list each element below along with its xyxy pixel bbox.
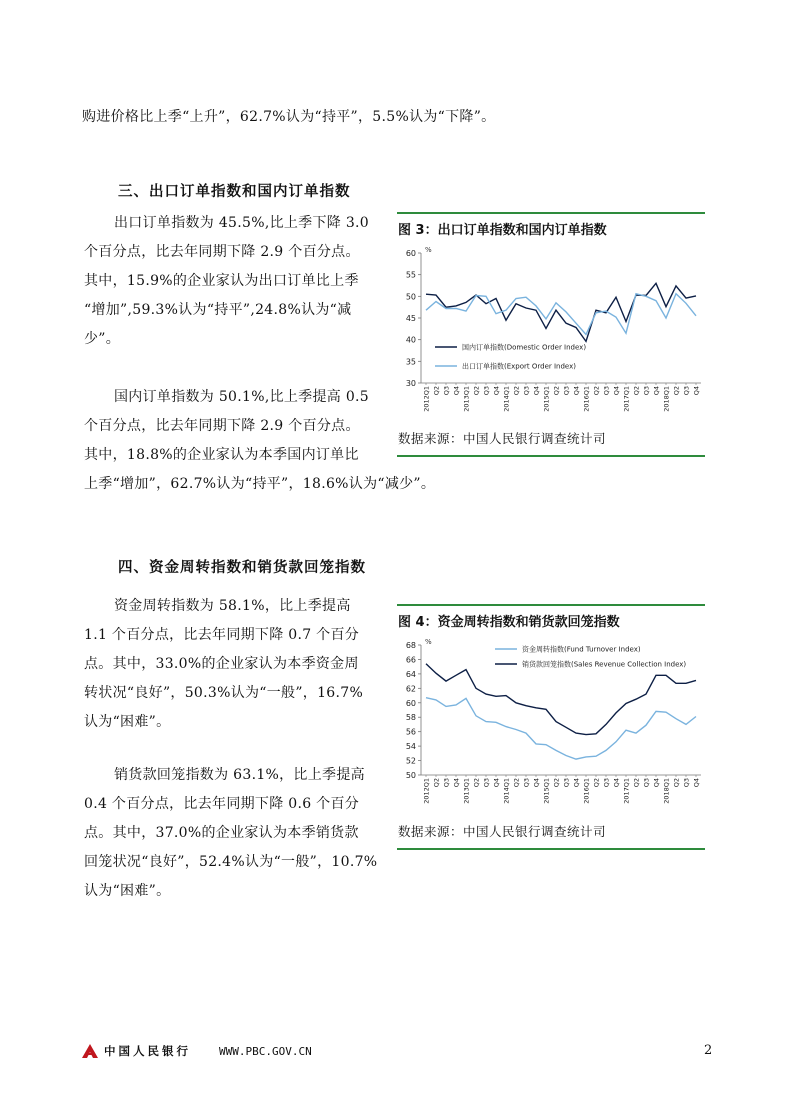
y-tick-label: 54 — [405, 742, 416, 752]
x-tick-label: Q2 — [512, 386, 521, 396]
section3-paragraph-1 — [84, 209, 384, 354]
y-tick-label: 62 — [405, 684, 416, 694]
x-tick-label: Q3 — [642, 386, 651, 396]
legend-label: 销货款回笼指数(Sales Revenue Collection Index) — [522, 660, 687, 669]
x-tick-label: Q2 — [592, 778, 601, 788]
x-tick-label: Q4 — [452, 386, 461, 396]
x-tick-label: Q2 — [472, 386, 481, 396]
x-tick-label: Q3 — [642, 778, 651, 788]
section4-heading: 四、资金周转指数和销货款回笼指数 — [118, 560, 366, 576]
y-tick-label: 60 — [405, 698, 416, 708]
text-line: 其中，18.8%的企业家认为本季国内订单比 — [84, 447, 359, 463]
text-line: 少”。 — [84, 331, 121, 347]
y-tick-label: 66 — [405, 655, 416, 665]
fig4-bottom-rule — [397, 848, 705, 850]
x-tick-label: Q4 — [572, 778, 581, 788]
fig4-source: 数据来源：中国人民银行调查统计司 — [398, 824, 607, 839]
x-tick-label: Q2 — [432, 778, 441, 788]
page-number: 2 — [704, 1043, 713, 1058]
x-tick-label: 2017Q1 — [622, 386, 631, 412]
y-unit-label: % — [425, 638, 432, 646]
text-line: 认为“困难”。 — [84, 883, 171, 899]
y-tick-label: 68 — [405, 641, 416, 650]
text-line: “增加”,59.3%认为“持平”,24.8%认为“减 — [84, 302, 352, 318]
x-tick-label: Q3 — [682, 386, 691, 396]
x-tick-label: Q3 — [522, 386, 531, 396]
x-tick-label: Q3 — [682, 778, 691, 788]
text-line: 其中，15.9%的企业家认为出口订单比上季 — [84, 273, 359, 289]
x-tick-label: 2015Q1 — [542, 778, 551, 804]
x-tick-label: Q4 — [652, 386, 661, 396]
x-tick-label: 2018Q1 — [662, 386, 671, 412]
x-tick-label: 2013Q1 — [462, 778, 471, 804]
text-line: 个百分点，比去年同期下降 2.9 个百分点。 — [84, 244, 360, 260]
fig4-title: 图 4：资金周转指数和销货款回笼指数 — [398, 615, 620, 630]
text-line: 上季“增加”，62.7%认为“持平”，18.6%认为“减少”。 — [84, 476, 436, 492]
legend-label: 资金周转指数(Fund Turnover Index) — [522, 645, 641, 654]
text-line: 国内订单指数为 50.1%,比上季提高 0.5 — [114, 389, 369, 405]
x-tick-label: Q4 — [532, 386, 541, 396]
x-tick-label: Q3 — [482, 778, 491, 788]
x-tick-label: Q2 — [552, 386, 561, 396]
text-line: 资金周转指数为 58.1%，比上季提高 — [114, 598, 351, 614]
y-tick-label: 55 — [405, 270, 416, 280]
fig3-top-rule — [397, 212, 705, 214]
x-tick-label: Q3 — [442, 778, 451, 788]
x-tick-label: Q2 — [592, 386, 601, 396]
x-tick-label: Q4 — [452, 778, 461, 788]
x-tick-label: 2014Q1 — [502, 386, 511, 412]
footer-brand — [82, 1043, 191, 1059]
y-tick-label: 64 — [405, 669, 416, 679]
x-tick-label: 2014Q1 — [502, 778, 511, 804]
x-tick-label: Q4 — [692, 778, 701, 788]
x-tick-label: Q3 — [522, 778, 531, 788]
x-tick-label: Q2 — [552, 778, 561, 788]
x-tick-label: Q4 — [572, 386, 581, 396]
series-line-1 — [426, 698, 696, 759]
intro-line: 购进价格比上季“上升”，62.7%认为“持平”，5.5%认为“下降”。 — [82, 109, 496, 125]
section3-heading: 三、出口订单指数和国内订单指数 — [118, 184, 351, 200]
y-tick-label: 58 — [405, 713, 416, 723]
x-tick-label: 2012Q1 — [422, 778, 431, 804]
y-tick-label: 60 — [405, 249, 416, 258]
x-tick-label: 2016Q1 — [582, 386, 591, 412]
x-tick-label: Q3 — [602, 386, 611, 396]
y-tick-label: 45 — [405, 314, 416, 323]
x-tick-label: 2016Q1 — [582, 778, 591, 804]
x-tick-label: Q2 — [672, 778, 681, 788]
x-tick-label: Q3 — [602, 778, 611, 788]
text-line: 1.1 个百分点，比去年同期下降 0.7 个百分 — [84, 627, 360, 643]
x-tick-label: Q4 — [612, 386, 621, 396]
text-line: 个百分点，比去年同期下降 2.9 个百分点。 — [84, 418, 360, 434]
x-tick-label: 2012Q1 — [422, 386, 431, 412]
y-tick-label: 50 — [405, 292, 416, 302]
x-tick-label: Q4 — [492, 386, 501, 396]
fig3-source: 数据来源：中国人民银行调查统计司 — [398, 431, 607, 446]
x-tick-label: Q4 — [532, 778, 541, 788]
text-line: 点。其中，37.0%的企业家认为本季销货款 — [84, 825, 359, 841]
x-tick-label: Q3 — [562, 778, 571, 788]
text-line: 认为“困难”。 — [84, 714, 171, 730]
y-tick-label: 50 — [405, 771, 416, 780]
text-line: 点。其中，33.0%的企业家认为本季资金周 — [84, 656, 359, 672]
legend-label: 出口订单指数(Export Order Index) — [462, 362, 576, 371]
fig3-chart — [397, 243, 705, 423]
x-tick-label: Q3 — [482, 386, 491, 396]
y-tick-label: 35 — [405, 357, 416, 367]
x-tick-label: 2017Q1 — [622, 778, 631, 804]
x-tick-label: Q3 — [442, 386, 451, 396]
text-line: 0.4 个百分点，比去年同期下降 0.6 个百分 — [84, 796, 360, 812]
fig4-top-rule — [397, 604, 705, 606]
fig3-title: 图 3：出口订单指数和国内订单指数 — [398, 223, 607, 238]
y-tick-label: 40 — [405, 335, 416, 345]
x-tick-label: 2015Q1 — [542, 386, 551, 412]
fig3-bottom-rule — [397, 455, 705, 457]
x-tick-label: Q2 — [632, 386, 641, 396]
legend-label: 国内订单指数(Domestic Order Index) — [462, 343, 587, 352]
section4-paragraph-1 — [84, 592, 384, 737]
text-line: 出口订单指数为 45.5%,比上季下降 3.0 — [114, 215, 369, 231]
section4-paragraph-2 — [84, 761, 384, 906]
footer-url[interactable]: WWW.PBC.GOV.CN — [219, 1045, 312, 1058]
x-tick-label: Q4 — [492, 778, 501, 788]
y-tick-label: 56 — [405, 727, 416, 737]
footer-logo-text: 中国人民银行 — [104, 1044, 191, 1058]
pbc-logo-icon — [82, 1044, 98, 1058]
text-line: 销货款回笼指数为 63.1%，比上季提高 — [114, 767, 365, 783]
series-line-2 — [426, 294, 696, 335]
x-tick-label: Q2 — [432, 386, 441, 396]
x-tick-label: Q4 — [692, 386, 701, 396]
x-tick-label: Q2 — [632, 778, 641, 788]
y-tick-label: 52 — [405, 756, 416, 766]
text-line: 转状况“良好”，50.3%认为“一般”，16.7% — [84, 685, 364, 701]
x-tick-label: Q3 — [562, 386, 571, 396]
x-tick-label: Q4 — [612, 778, 621, 788]
x-tick-label: Q4 — [652, 778, 661, 788]
y-unit-label: % — [425, 246, 432, 254]
x-tick-label: Q2 — [672, 386, 681, 396]
x-tick-label: 2018Q1 — [662, 778, 671, 804]
x-tick-label: 2013Q1 — [462, 386, 471, 412]
fig4-chart — [397, 634, 705, 816]
series-line-1 — [426, 283, 696, 341]
x-tick-label: Q2 — [472, 778, 481, 788]
text-line: 回笼状况“良好”，52.4%认为“一般”，10.7% — [84, 854, 378, 870]
x-tick-label: Q2 — [512, 778, 521, 788]
y-tick-label: 30 — [405, 379, 416, 388]
